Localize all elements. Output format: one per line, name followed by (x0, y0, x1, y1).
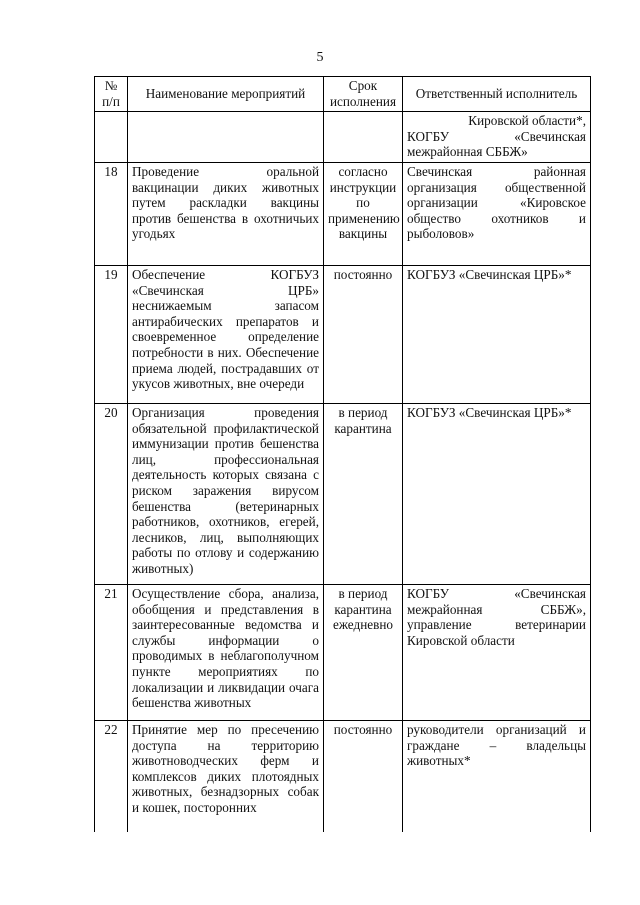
cell-responsible (403, 112, 591, 163)
cell-name: Проведение оральной вакцинации диких животных путем раскладки вакцины против бешенства в охотничьих угодьях (128, 162, 324, 265)
continuation-rest: КОГБУ «Свечинская межрайонная СББЖ» (407, 128, 586, 160)
cell-name: Осуществление сбора, анализа, обобщения и представления в заинтересованные ведомства и службы информации о проводимых в неблагополучном пункте мероприятиях по локализации и ликвидации очага бешенства животных (128, 584, 324, 720)
header-term: Срок исполнения (324, 77, 403, 112)
table-row (95, 584, 591, 720)
cell-name (128, 112, 324, 163)
cell-term: в период карантина (324, 403, 403, 584)
cell-num: 21 (95, 584, 128, 720)
cell-responsible: КОГБУЗ «Свечинская ЦРБ»* (403, 403, 591, 584)
table-row-continuation (95, 112, 591, 163)
cell-name: Обеспечение КОГБУЗ «Свечинская ЦРБ» неснижаемым запасом антирабических препаратов и своевременное определение потребности в них. Обеспечение приема людей, пострадавших от укусов животных, вне очереди (128, 265, 324, 403)
cell-term: в период карантина ежедневно (324, 584, 403, 720)
cell-name: Принятие мер по пресечению доступа на территорию животноводческих ферм и комплексов диких плотоядных животных, безнадзорных собак и кошек, посторонних (128, 720, 324, 832)
cell-term: согласно инструкции по применению вакцины (324, 162, 403, 265)
table-row (95, 162, 591, 265)
cell-responsible: Свечинская районная организация общественной организации «Кировское общество охотников и рыболовов» (403, 162, 591, 265)
cell-responsible: КОГБУ «Свечинская межрайонная СББЖ», управление ветеринарии Кировской области (403, 584, 591, 720)
continuation-line1: Кировской области*, (468, 113, 586, 129)
cell-term: постоянно (324, 265, 403, 403)
table-row (95, 720, 591, 832)
header-num: № п/п (95, 77, 128, 112)
table-header-row (95, 77, 591, 112)
cell-term: постоянно (324, 720, 403, 832)
page-number: 5 (316, 50, 324, 65)
cell-responsible: КОГБУЗ «Свечинская ЦРБ»* (403, 265, 591, 403)
cell-responsible: руководители организаций и граждане – владельцы животных* (403, 720, 591, 832)
cell-num: 19 (95, 265, 128, 403)
cell-num: 20 (95, 403, 128, 584)
header-responsible: Ответственный исполнитель (403, 77, 591, 112)
cell-num: 22 (95, 720, 128, 832)
table-row (95, 403, 591, 584)
cell-num (95, 112, 128, 163)
cell-num: 18 (95, 162, 128, 265)
cell-term (324, 112, 403, 163)
cell-name: Организация проведения обязательной профилактической иммунизации против бешенства лиц, профессиональная деятельность которых связана с риском заражения вирусом бешенства (ветеринарных работников, охотников, егерей, лесников, лиц, выполняющих работы по отлову и содержанию животных) (128, 403, 324, 584)
table-row (95, 265, 591, 403)
measures-table (94, 76, 591, 832)
header-name: Наименование мероприятий (128, 77, 324, 112)
